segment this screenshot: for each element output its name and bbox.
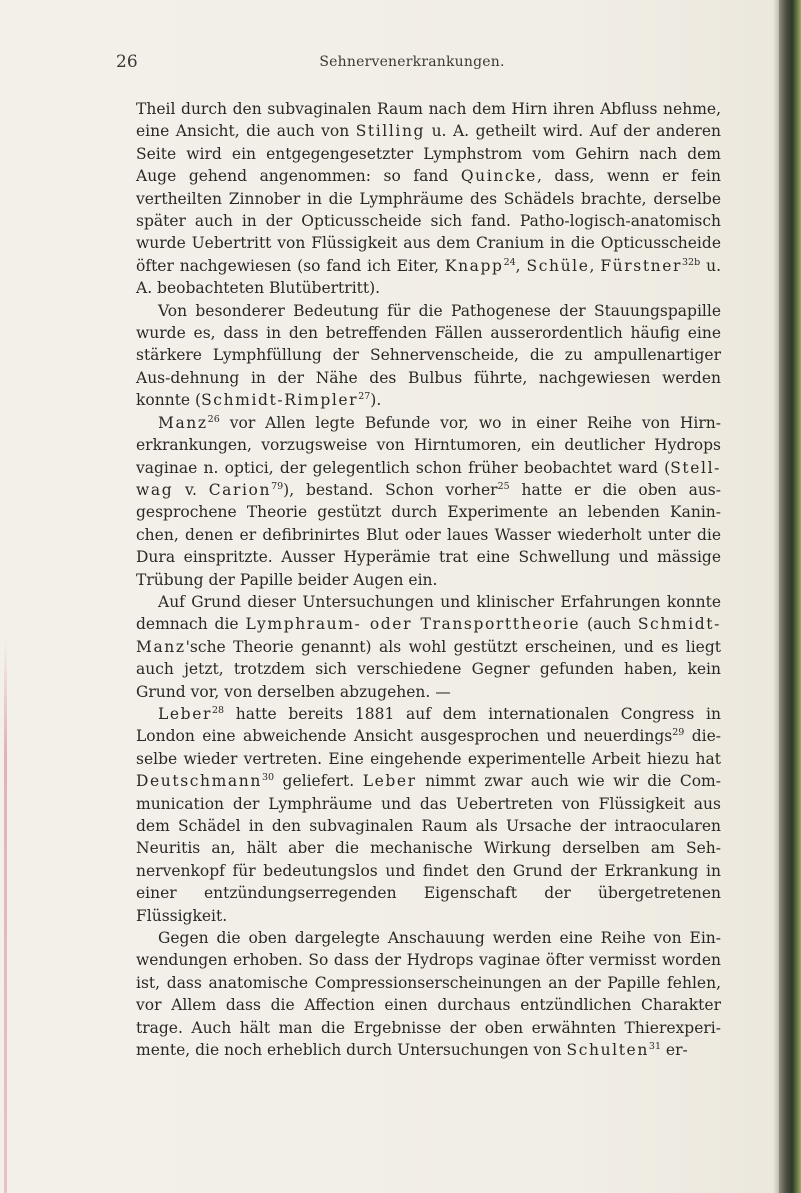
author-name: Stilling bbox=[355, 122, 426, 141]
reference-number: 24 bbox=[503, 256, 516, 268]
author-name: Deutschmann bbox=[136, 772, 262, 791]
page-number: 26 bbox=[116, 52, 138, 72]
page-header bbox=[112, 52, 712, 82]
reference-number: 26 bbox=[207, 413, 220, 425]
reference-number: 32b bbox=[682, 256, 701, 268]
author-name: Leber bbox=[362, 772, 417, 791]
reference-number: 30 bbox=[261, 772, 275, 784]
margin-mark bbox=[4, 640, 7, 1193]
paragraph-5: Leber$^{28}$ hatte bereits 1881 auf dem internationalen Congress in London eine abweichende Ansicht ausgesprochen und neuerdings$^{29}$ die-selbe wieder vertreten. Eine eingehende experimentelle Arbeit hiezu hat Deutschmann$^{30}$ geliefert. Leber nimmt zwar auch wie wir die Com-munication der Lymphräume und das Uebertreten von Flüssigkeit aus dem Schädel in den subvaginalen Raum als Ursache der intraocularen Neuritis an, hält aber die mechanische Wirkung derselben am Seh-nervenkopf für bedeutungslos und findet den Grund der Erkrankung in einer entzündungserregenden Eigenschaft der übergetretenen Flüssigkeit. bbox=[136, 704, 722, 925]
author-name: Schulten bbox=[566, 1041, 649, 1060]
reference-number: 27 bbox=[358, 391, 371, 403]
author-name: Schüle bbox=[526, 256, 590, 275]
theory-name: Lymphraum- oder Transporttheorie bbox=[245, 615, 581, 634]
paragraph-1: Theil durch den subvaginalen Raum nach dem Hirn ihren Abfluss nehme, eine Ansicht, die auch von Stilling u. A. getheilt wird. Auf der anderen Seite wird ein entgegengesetzter Lymphstrom vom Gehirn nach dem Auge gehend angenommen: so fand Quincke, dass, wenn er fein vertheilten Zinnober in die Lymphräume des Schädels brachte, derselbe später auch in der Opticusscheide sich fand. Patho-logisch-anatomisch wurde Uebertritt von Flüssigkeit aus dem Cranium in die Opticusscheide öfter nachgewiesen (so fand ich Eiter, Knapp$^{24}$, Schüle, Fürstner$^{32b}$ u. A. beobachteten Blutübertritt). bbox=[136, 100, 721, 298]
author-name: Stell-wag bbox=[136, 458, 721, 499]
paragraph-2: Von besonderer Bedeutung für die Pathogenese der Stauungspapille wurde es, dass in den betreffenden Fällen ausserordentlich häufig eine stärkere Lymphfüllung der Sehnervenscheide, die zu ampullenartiger Aus-dehnung in der Nähe des Bulbus führte, nachgewiesen werden konnte (Schmidt-Rimpler$^{27}$). bbox=[136, 301, 721, 410]
author-name: Fürstner bbox=[600, 256, 683, 275]
reference-number: 29 bbox=[672, 727, 685, 739]
author-name: Manz bbox=[158, 413, 208, 432]
reference-number: 31 bbox=[648, 1041, 661, 1053]
reference-number: 79 bbox=[271, 480, 284, 492]
book-binding bbox=[779, 0, 801, 1193]
paragraph-4: Auf Grund dieser Untersuchungen und klinischer Erfahrungen konnte demnach die Lymphraum- oder Transporttheorie (auch Schmidt-Manz'sche Theorie genannt) als wohl gestützt erscheinen, und es liegt auch jetzt, trotzdem sich verschiedene Gegner gefunden haben, kein Grund vor, von derselben abzugehen. — bbox=[136, 592, 721, 701]
author-name: Schmidt-Rimpler bbox=[201, 391, 359, 410]
author-name: Schmidt-Manz bbox=[136, 615, 721, 656]
reference-number: 28 bbox=[211, 704, 225, 716]
paragraph-3: Manz$^{26}$ vor Allen legte Befunde vor, wo in einer Reihe von Hirn-erkrankungen, vorzugsweise von Hirntumoren, ein deutlicher Hydrops vaginae n. optici, der gelegentlich schon früher beobachtet ward (Stell-wag v. Carion$^{79}$), bestand. Schon vorher$^{25}$ hatte er die oben aus-gesprochene Theorie gestützt durch Experimente an lebenden Kanin-chen, denen er defibrinirtes Blut oder laues Wasser wiederholt unter die Dura einspritzte. Ausser Hyperämie trat eine Schwellung und mässige Trübung der Papille beider Augen ein. bbox=[136, 413, 722, 589]
author-name: Quincke bbox=[460, 167, 537, 186]
body-text bbox=[136, 98, 721, 1148]
running-title: Sehnervenerkrankungen. bbox=[319, 54, 505, 70]
author-name: Carion bbox=[208, 480, 272, 499]
paragraph-6: Gegen die oben dargelegte Anschauung werden eine Reihe von Ein-wendungen erhoben. So dass der Hydrops vaginae öfter vermisst worden ist, dass anatomische Compressionserscheinungen an der Papille fehlen, vor Allem dass die Affection einen durchaus entzündlichen Charakter trage. Auch hält man die Ergebnisse der oben erwähnten Thierexperi-mente, die noch erheblich durch Untersuchungen von Schulten$^{31}$ er- bbox=[136, 929, 721, 1060]
author-name: Leber bbox=[158, 704, 212, 723]
reference-number: 25 bbox=[497, 480, 510, 492]
author-name: Knapp bbox=[444, 256, 504, 275]
